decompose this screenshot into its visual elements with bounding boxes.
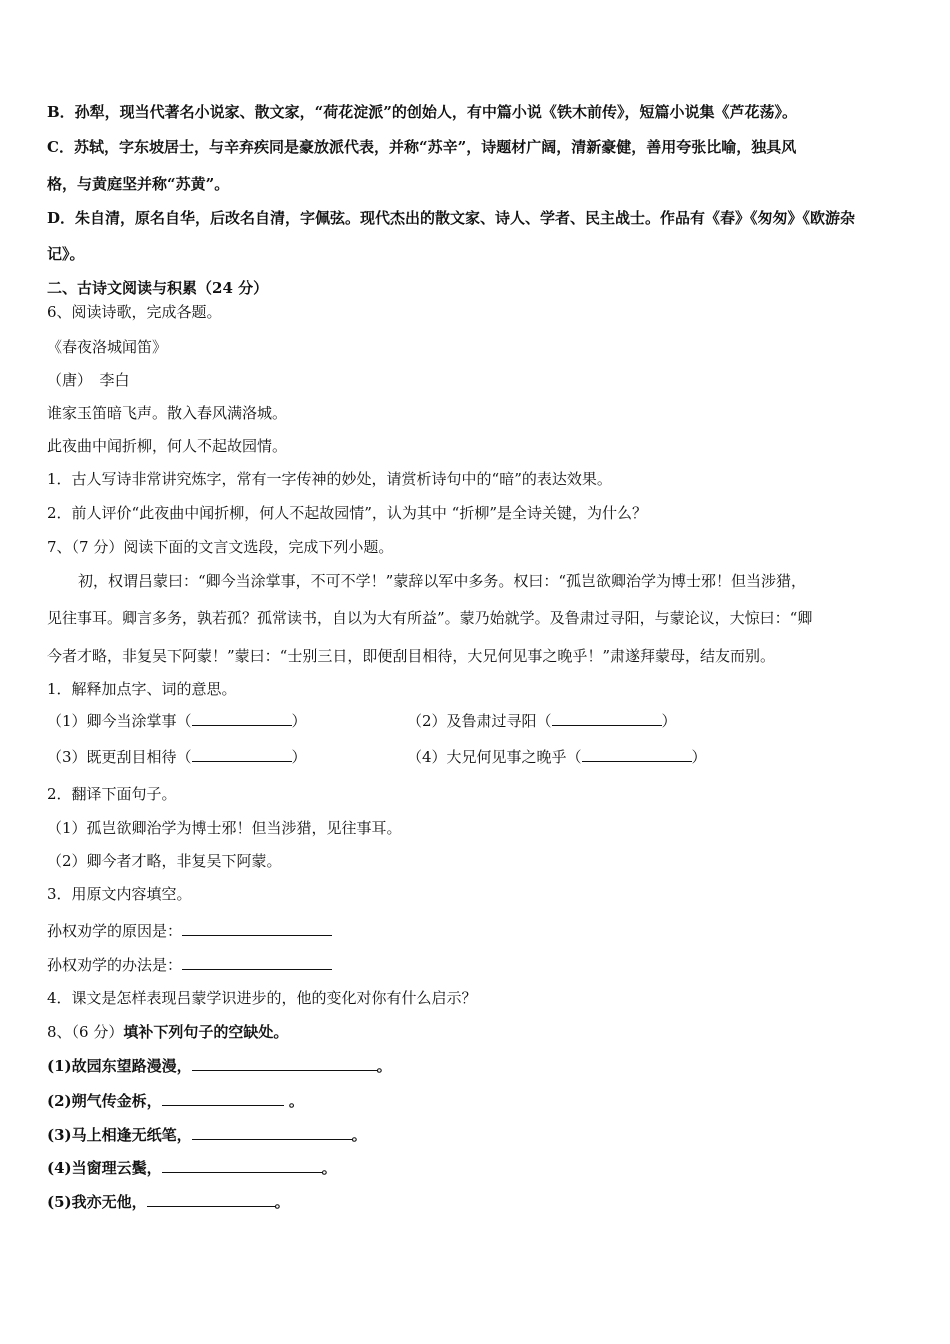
- q8-d: (4)当窗理云鬓，: [47, 1159, 162, 1177]
- section-heading: 二、古诗文阅读与积累（24 分）: [47, 279, 269, 297]
- q8-e-row: [47, 1192, 290, 1212]
- q7-s1-b: （2）及鲁肃过寻阳（: [407, 712, 552, 730]
- q8-intro: 8、（6 分）: [47, 1023, 124, 1041]
- q7-s1-row2: [47, 747, 907, 767]
- answer-blank[interactable]: [552, 711, 662, 726]
- close-paren: ）: [661, 712, 677, 730]
- period: 。: [351, 1126, 367, 1144]
- q8-c-row: [47, 1125, 367, 1145]
- q7-s3-b: 孙权劝学的办法是：: [47, 956, 183, 974]
- answer-blank[interactable]: [192, 1056, 377, 1071]
- q8-c: (3)马上相逢无纸笔，: [47, 1126, 192, 1144]
- option-b: B．孙犁，现当代著名小说家、散文家，“荷花淀派”的创始人，有中篇小说《铁木前传》，短篇小说集《芦花荡》。: [47, 103, 797, 121]
- poem-title: 《春夜洛城闻笛》: [47, 338, 168, 356]
- close-paren: ）: [291, 712, 307, 730]
- q6-intro: 6、阅读诗歌，完成各题。: [47, 303, 222, 321]
- q7-s4: 4．课文是怎样表现吕蒙学识进步的，他的变化对你有什么启示？: [47, 989, 477, 1007]
- answer-blank[interactable]: [162, 1158, 322, 1173]
- answer-blank[interactable]: [192, 711, 292, 726]
- q7-s3-a-row: [47, 921, 332, 941]
- q7-s1-a: （1）卿今当涂掌事（: [47, 712, 192, 730]
- q7-s1-b-wrap: [407, 711, 677, 731]
- answer-blank[interactable]: [182, 921, 332, 936]
- answer-blank[interactable]: [192, 747, 292, 762]
- q8-b: (2)朔气传金柝，: [47, 1092, 162, 1110]
- passage-line-2: 见往事耳。卿言多务，孰若孤？孤常读书，自以为大有所益”。蒙乃始就学。及鲁肃过寻阳，与蒙论议，大惊曰：“卿: [47, 609, 813, 627]
- option-d-line2: 记》。: [47, 245, 85, 263]
- poem-line-1: 谁家玉笛暗飞声。散入春风满洛城。: [47, 404, 288, 422]
- q8-intro-row: [47, 1022, 288, 1042]
- q8-instruction: 填补下列句子的空缺处。: [123, 1023, 289, 1041]
- poem-author: （唐） 李白: [47, 371, 130, 389]
- period: 。: [274, 1193, 290, 1211]
- q6-sub2: 2．前人评价“此夜曲中闻折柳，何人不起故园情”，认为其中 “折柳”是全诗关键，为什么？: [47, 504, 647, 522]
- q7-s1-d: （4）大兄何见事之晚乎（: [407, 748, 582, 766]
- q7-s2-title: 2．翻译下面句子。: [47, 785, 177, 803]
- passage-line-3: 今者才略，非复吴下阿蒙！”蒙曰：“士别三日，即便刮目相待，大兄何见事之晚乎！”肃遂拜蒙母，结友而别。: [47, 647, 776, 665]
- q8-a-row: [47, 1056, 392, 1076]
- answer-blank[interactable]: [147, 1192, 275, 1207]
- q8-e: (5)我亦无他，: [47, 1193, 147, 1211]
- close-paren: ）: [291, 748, 307, 766]
- answer-blank[interactable]: [162, 1091, 284, 1106]
- poem-line-2: 此夜曲中闻折柳，何人不起故园情。: [47, 437, 288, 455]
- close-paren: ）: [691, 748, 707, 766]
- q7-intro: 7、（7 分）阅读下面的文言文选段，完成下列小题。: [47, 538, 394, 556]
- option-d-line1: D．朱自清，原名自华，后改名自清，字佩弦。现代杰出的散文家、诗人、学者、民主战士。作品有《春》《匆匆》《欧游杂: [47, 209, 856, 227]
- option-c-line1: C．苏轼，字东坡居士，与辛弃疾同是豪放派代表，并称“苏辛”，诗题材广阔，清新豪健，善用夸张比喻，独具风: [47, 138, 797, 156]
- q7-s3-b-row: [47, 955, 332, 975]
- q7-s3-a: 孙权劝学的原因是：: [47, 922, 183, 940]
- q7-s2-b: （2）卿今者才略，非复吴下阿蒙。: [47, 852, 282, 870]
- answer-blank[interactable]: [182, 955, 332, 970]
- q7-s1-row1: [47, 711, 907, 731]
- answer-blank[interactable]: [192, 1125, 352, 1140]
- passage-line-1: 初，权谓吕蒙曰：“卿今当涂掌事，不可不学！”蒙辞以军中多务。权曰：“孤岂欲卿治学为博士邪！但当涉猎，: [78, 572, 807, 590]
- q7-s1-title: 1．解释加点字、词的意思。: [47, 680, 237, 698]
- period: 。: [288, 1092, 304, 1110]
- answer-blank[interactable]: [582, 747, 692, 762]
- q8-b-row: [47, 1091, 304, 1111]
- period: 。: [321, 1159, 337, 1177]
- q7-s1-d-wrap: [407, 747, 707, 767]
- q7-s1-c: （3）既更刮目相待（: [47, 748, 192, 766]
- q8-d-row: [47, 1158, 337, 1178]
- q8-a: (1)故园东望路漫漫，: [47, 1057, 192, 1075]
- q6-sub1: 1．古人写诗非常讲究炼字，常有一字传神的妙处，请赏析诗句中的“暗”的表达效果。: [47, 470, 612, 488]
- period: 。: [376, 1057, 392, 1075]
- q7-s2-a: （1）孤岂欲卿治学为博士邪！但当涉猎，见往事耳。: [47, 819, 402, 837]
- q7-s3-title: 3．用原文内容填空。: [47, 885, 192, 903]
- option-c-line2: 格，与黄庭坚并称“苏黄”。: [47, 175, 230, 193]
